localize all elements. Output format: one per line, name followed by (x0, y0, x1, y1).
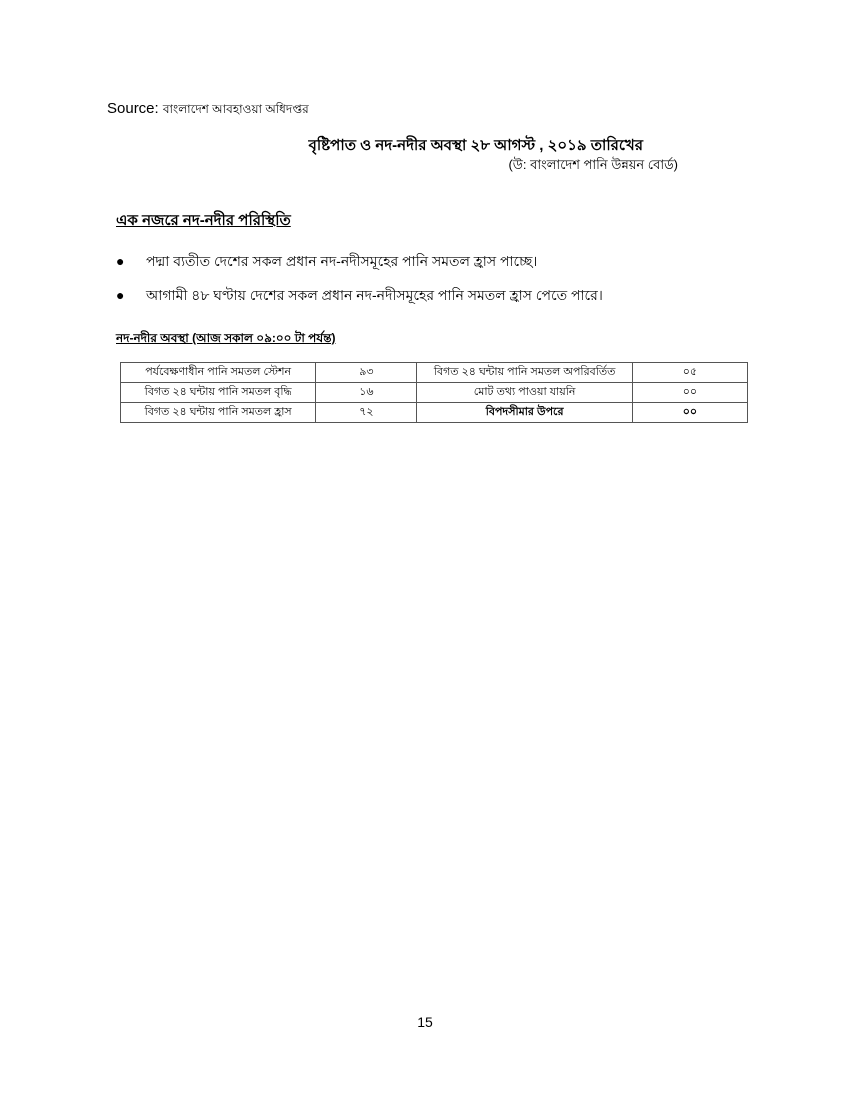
table-row (121, 403, 748, 423)
report-title: বৃষ্টিপাত ও নদ-নদীর অবস্থা ২৮ আগস্ট , ২০১৯ তারিখের (308, 137, 643, 154)
table-row (121, 383, 748, 403)
row-value-b: ০৫ (632, 363, 747, 383)
source-label: Source: (107, 100, 159, 117)
row-value-a: ৭২ (316, 403, 417, 423)
row-label-b: মোট তথ্য পাওয়া যায়নি (417, 383, 632, 403)
bullet-icon: ● (116, 287, 125, 303)
overview-bullet-list (116, 250, 603, 318)
river-status-caption: নদ-নদীর অবস্থা (আজ সকাল ০৯:০০ টা পর্যন্ত) (116, 331, 336, 345)
row-value-b: ০০ (632, 383, 747, 403)
overview-heading: এক নজরে নদ-নদীর পরিস্থিতি (116, 212, 291, 229)
row-label-b: বিগত ২৪ ঘন্টায় পানি সমতল অপরিবর্তিত (417, 363, 632, 383)
overview-bullet-item (116, 250, 603, 284)
overview-bullet-item (116, 284, 603, 318)
report-subtitle: (উ: বাংলাদেশ পানি উন্নয়ন বোর্ড) (508, 157, 678, 172)
row-value-a: ৯৩ (316, 363, 417, 383)
bullet-icon: ● (116, 253, 125, 269)
table-row (121, 363, 748, 383)
source-value: বাংলাদেশ আবহাওয়া অধিদপ্তর (162, 102, 309, 116)
row-label-b: বিপদসীমার উপরে (417, 403, 632, 423)
bullet-text: আগামী ৪৮ ঘণ্টায় দেশের সকল প্রধান নদ-নদীসমূহের পানি সমতল হ্রাস পেতে পারে। (146, 287, 603, 303)
row-value-a: ১৬ (316, 383, 417, 403)
row-label-a: বিগত ২৪ ঘন্টায় পানি সমতল বৃদ্ধি (121, 383, 316, 403)
row-label-a: পর্যবেক্ষণাধীন পানি সমতল স্টেশন (121, 363, 316, 383)
bullet-text: পদ্মা ব্যতীত দেশের সকল প্রধান নদ-নদীসমূহের পানি সমতল হ্রাস পাচ্ছে। (146, 253, 538, 269)
row-label-a: বিগত ২৪ ঘন্টায় পানি সমতল হ্রাস (121, 403, 316, 423)
row-value-b: ০০ (632, 403, 747, 423)
page-number: 15 (417, 1014, 433, 1030)
source-line (107, 100, 309, 121)
river-status-table (120, 362, 748, 423)
